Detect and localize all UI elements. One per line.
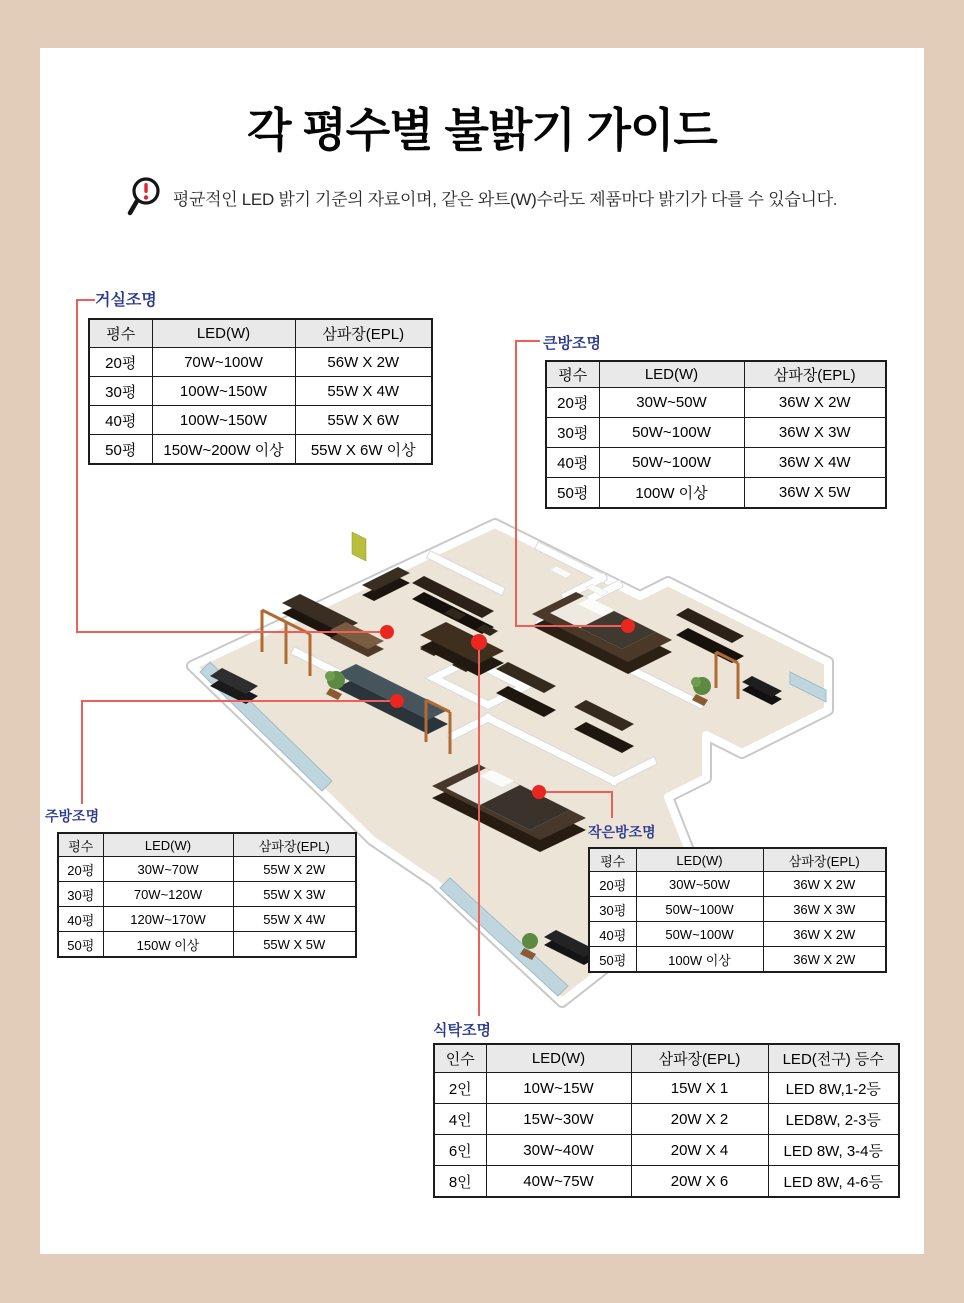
table-cell: LED 8W, 3-4등 <box>768 1135 899 1166</box>
table-cell: 50W~100W <box>599 418 744 448</box>
table-bigroom <box>545 360 887 509</box>
table-row <box>434 1104 899 1135</box>
marker-dot-big-room <box>621 619 635 633</box>
table-header-cell: 평수 <box>58 833 103 857</box>
table-row <box>589 922 886 947</box>
table-cell: 40평 <box>546 448 599 478</box>
table-cell: 8인 <box>434 1166 486 1198</box>
marker-dot-dining <box>471 634 487 650</box>
table-cell: 30평 <box>58 882 103 907</box>
table-cell: 30W~40W <box>486 1135 631 1166</box>
table-row <box>434 1073 899 1104</box>
table-cell: 36W X 3W <box>763 897 886 922</box>
table-cell: 36W X 2W <box>763 872 886 897</box>
table-cell: 36W X 4W <box>744 448 886 478</box>
table-cell: 70W~100W <box>152 348 295 377</box>
table-row <box>58 857 356 882</box>
table-label-bigroom: 큰방조명 <box>543 335 601 352</box>
table-label-kitchen: 주방조명 <box>45 808 100 824</box>
table-cell: 55W X 2W <box>233 857 356 882</box>
table-cell: 55W X 5W <box>233 932 356 958</box>
table-cell: 15W~30W <box>486 1104 631 1135</box>
notice <box>0 174 964 220</box>
table-row <box>89 435 432 465</box>
table-header-cell: 평수 <box>546 361 599 388</box>
table-header-cell: 삼파장(EPL) <box>295 319 432 348</box>
table-cell: 100W 이상 <box>636 947 763 973</box>
table-header-cell: 삼파장(EPL) <box>233 833 356 857</box>
table-kitchen <box>57 832 357 958</box>
table-header-row <box>89 319 432 348</box>
table-row <box>58 907 356 932</box>
table-cell: 120W~170W <box>103 907 233 932</box>
table-cell: 30평 <box>589 897 636 922</box>
table-cell: 100W~150W <box>152 377 295 406</box>
table-row <box>89 377 432 406</box>
table-cell: 20평 <box>546 388 599 418</box>
table-cell: 20W X 2 <box>631 1104 768 1135</box>
table-cell: 50W~100W <box>636 922 763 947</box>
table-cell: 56W X 2W <box>295 348 432 377</box>
table-cell: 20평 <box>89 348 152 377</box>
table-cell: 20평 <box>58 857 103 882</box>
table-header-cell: LED(W) <box>599 361 744 388</box>
table-row <box>546 478 886 509</box>
table-cell: 36W X 5W <box>744 478 886 509</box>
table-cell: 40평 <box>589 922 636 947</box>
wall-art <box>352 532 366 561</box>
table-cell: 40W~75W <box>486 1166 631 1198</box>
table-row <box>89 406 432 435</box>
table-cell: 6인 <box>434 1135 486 1166</box>
table-cell: 30평 <box>89 377 152 406</box>
table-header-row <box>434 1044 899 1073</box>
table-cell: 36W X 2W <box>744 388 886 418</box>
table-cell: 50W~100W <box>636 897 763 922</box>
table-row <box>589 872 886 897</box>
table-cell: 50W~100W <box>599 448 744 478</box>
marker-dot-kitchen <box>390 694 404 708</box>
table-cell: 36W X 2W <box>763 947 886 973</box>
table-header-row <box>546 361 886 388</box>
table-cell: LED 8W, 4-6등 <box>768 1166 899 1198</box>
table-row <box>58 882 356 907</box>
table-cell: 40평 <box>89 406 152 435</box>
table-cell: 55W X 4W <box>295 377 432 406</box>
table-header-cell: LED(W) <box>486 1044 631 1073</box>
marker-dot-small-room <box>532 785 546 799</box>
table-header-row <box>589 848 886 872</box>
table-header-cell: LED(W) <box>103 833 233 857</box>
table-header-cell: 삼파장(EPL) <box>744 361 886 388</box>
table-label-dining: 식탁조명 <box>433 1022 491 1039</box>
table-cell: 20W X 4 <box>631 1135 768 1166</box>
table-row <box>589 897 886 922</box>
table-cell: 150W~200W 이상 <box>152 435 295 465</box>
table-header-cell: 평수 <box>89 319 152 348</box>
table-cell: 55W X 6W <box>295 406 432 435</box>
table-row <box>546 418 886 448</box>
table-smallroom <box>588 847 887 973</box>
table-cell: 30W~50W <box>636 872 763 897</box>
table-cell: 36W X 2W <box>763 922 886 947</box>
table-header-cell: 삼파장(EPL) <box>763 848 886 872</box>
table-row <box>434 1135 899 1166</box>
table-cell: LED 8W,1-2등 <box>768 1073 899 1104</box>
table-row <box>546 448 886 478</box>
table-cell: LED8W, 2-3등 <box>768 1104 899 1135</box>
table-living <box>88 318 433 465</box>
table-cell: 50평 <box>589 947 636 973</box>
table-header-cell: 평수 <box>589 848 636 872</box>
table-label-living: 거실조명 <box>95 292 157 309</box>
table-cell: 55W X 3W <box>233 882 356 907</box>
table-row <box>434 1166 899 1198</box>
table-header-cell: LED(전구) 등수 <box>768 1044 899 1073</box>
table-row <box>589 947 886 973</box>
table-header-row <box>58 833 356 857</box>
table-cell: 50평 <box>546 478 599 509</box>
table-header-cell: LED(W) <box>152 319 295 348</box>
table-cell: 30평 <box>546 418 599 448</box>
table-cell: 10W~15W <box>486 1073 631 1104</box>
table-cell: 4인 <box>434 1104 486 1135</box>
notice-text: 평균적인 LED 밝기 기준의 자료이며, 같은 와트(W)수라도 제품마다 밝기가 다를 수 있습니다. <box>172 189 838 209</box>
table-row <box>58 932 356 958</box>
table-cell: 55W X 4W <box>233 907 356 932</box>
table-cell: 100W 이상 <box>599 478 744 509</box>
table-header-cell: LED(W) <box>636 848 763 872</box>
table-cell: 40평 <box>58 907 103 932</box>
table-header-cell: 인수 <box>434 1044 486 1073</box>
table-cell: 2인 <box>434 1073 486 1104</box>
table-cell: 20평 <box>589 872 636 897</box>
table-cell: 20W X 6 <box>631 1166 768 1198</box>
table-cell: 30W~50W <box>599 388 744 418</box>
magnifier-exclamation-icon <box>127 175 163 219</box>
table-row <box>89 348 432 377</box>
table-cell: 36W X 3W <box>744 418 886 448</box>
table-cell: 55W X 6W 이상 <box>295 435 432 465</box>
table-cell: 30W~70W <box>103 857 233 882</box>
table-cell: 150W 이상 <box>103 932 233 958</box>
table-dining <box>433 1043 900 1198</box>
table-cell: 15W X 1 <box>631 1073 768 1104</box>
table-row <box>546 388 886 418</box>
page-title: 각 평수별 불밝기 가이드 <box>247 104 717 156</box>
table-cell: 50평 <box>89 435 152 465</box>
marker-dot-living <box>380 625 394 639</box>
table-cell: 50평 <box>58 932 103 958</box>
table-cell: 70W~120W <box>103 882 233 907</box>
table-label-smallroom: 작은방조명 <box>588 824 656 840</box>
table-header-cell: 삼파장(EPL) <box>631 1044 768 1073</box>
table-cell: 100W~150W <box>152 406 295 435</box>
